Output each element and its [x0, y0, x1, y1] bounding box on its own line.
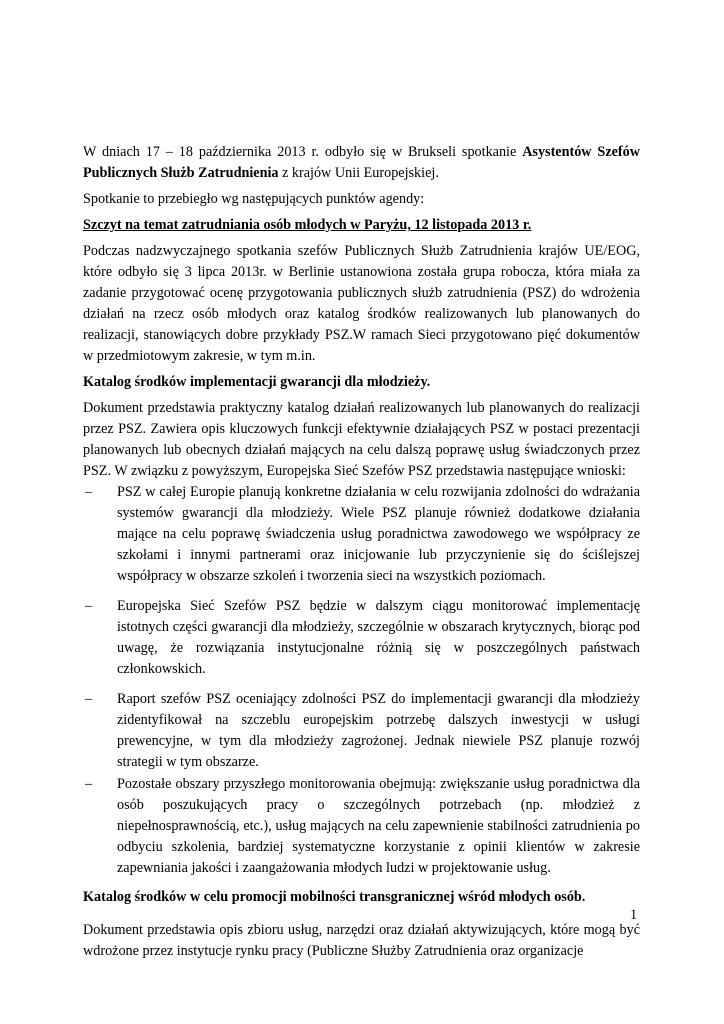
dash-marker: – — [85, 691, 93, 707]
list-item-text: Europejska Sieć Szefów PSZ będzie w dalszym ciągu monitorować implementację istotnych części gwarancji dla młodzieży, szczególnie w obszarach krytycznych, biorąc pod uwagę, że rozwiązania instytucjonalne różnią się w poszczególnych państwach członkowskich. — [117, 598, 640, 677]
section1-paragraph: Podczas nadzwyczajnego spotkania szefów Publicznych Służb Zatrudnienia krajów UE/EOG, które odbyło się 3 lipca 2013r. w Berlinie ustanowiona została grupa robocza, która miała za zadanie przygotować ocenę przygotowania publicznych służb zatrudnienia (PSZ) do wdrożenia działań na rzecz osób młodych oraz katalog środków realizowanych lub planowanych do realizacji, stanowiących dobre przykłady PSZ.W ramach Sieci przygotowano pięć dokumentów w przedmiotowym zakresie, w tym m.in. — [83, 243, 640, 364]
agenda-intro: Spotkanie to przebiegło wg następujących punktów agendy: — [83, 191, 425, 207]
conclusions-list — [83, 482, 640, 879]
section3-paragraph: Dokument przedstawia opis zbioru usług, narzędzi oraz działań aktywizujących, które mogą być wdrożone przez instytucje rynku pracy (Publiczne Służby Zatrudnienia oraz organizacje — [83, 922, 640, 959]
list-item — [83, 482, 640, 587]
intro-text-before: W dniach 17 – 18 października 2013 r. odbyło się w Brukseli spotkanie — [83, 144, 523, 160]
dash-marker: – — [85, 776, 93, 792]
list-item — [83, 774, 640, 879]
dash-marker: – — [85, 598, 93, 614]
list-item — [83, 689, 640, 773]
list-item — [83, 596, 640, 680]
document-page — [83, 142, 640, 962]
intro-text-after: z krajów Unii Europejskiej. — [278, 165, 439, 181]
page-number: 1 — [630, 907, 638, 923]
list-item-text: Raport szefów PSZ oceniający zdolności PSZ do implementacji gwarancji dla młodzieży zidentyfikował na szczeblu europejskim potrzebę dalszych inwestycji w usługi prewencyjne, w tym dla młodzieży zagrożonej. Jednak niewiele PSZ planuje rozwój strategii w tym obszarze. — [117, 691, 640, 770]
list-item-text: Pozostałe obszary przyszłego monitorowania obejmują: zwiększanie usług poradnictwa dla osób poszukujących pracy o szczególnych potrzebach (np. młodzież z niepełnosprawnością, etc.), usług mających na celu zapewnienie stabilności zatrudnienia po odbyciu szkolenia, bardziej systematyczne korzystanie z opinii klientów w zakresie zapewniania jakości i zaangażowania młodych ludzi w projektowanie usług. — [117, 776, 640, 876]
list-item-text: PSZ w całej Europie planują konkretne działania w celu rozwijania zdolności do wdrażania systemów gwarancji dla młodzieży. Wiele PSZ planuje również dodatkowe działania mające na celu poprawę świadczenia usług poradnictwa zawodowego we współpracy ze szkołami i innymi partnerami oraz inicjowanie lub przyczynienie się do ściślejszej współpracy w obszarze szkoleń i tworzenia sieci na wszystkich poziomach. — [117, 484, 640, 584]
intro-bold-name: Asystentów Szefów Publicznych Służb Zatrudnienia — [83, 144, 640, 181]
section1-heading: Szczyt na temat zatrudniania osób młodych w Paryżu, 12 listopada 2013 r. — [83, 217, 532, 233]
section3-heading: Katalog środków w celu promocji mobilności transgranicznej wśród młodych osób. — [83, 889, 586, 905]
section2-heading: Katalog środków implementacji gwarancji dla młodzieży. — [83, 374, 431, 390]
section2-paragraph: Dokument przedstawia praktyczny katalog działań realizowanych lub planowanych do realizacji przez PSZ. Zawiera opis kluczowych funkcji efektywnie działających PSZ w postaci prezentacji planowanych lub obecnych działań mających na celu dalszą poprawę usług świadczonych przez PSZ. W związku z powyższym, Europejska Sieć Szefów PSZ przedstawia następujące wnioski: — [83, 400, 640, 479]
dash-marker: – — [85, 484, 93, 500]
intro-paragraph — [83, 142, 640, 184]
